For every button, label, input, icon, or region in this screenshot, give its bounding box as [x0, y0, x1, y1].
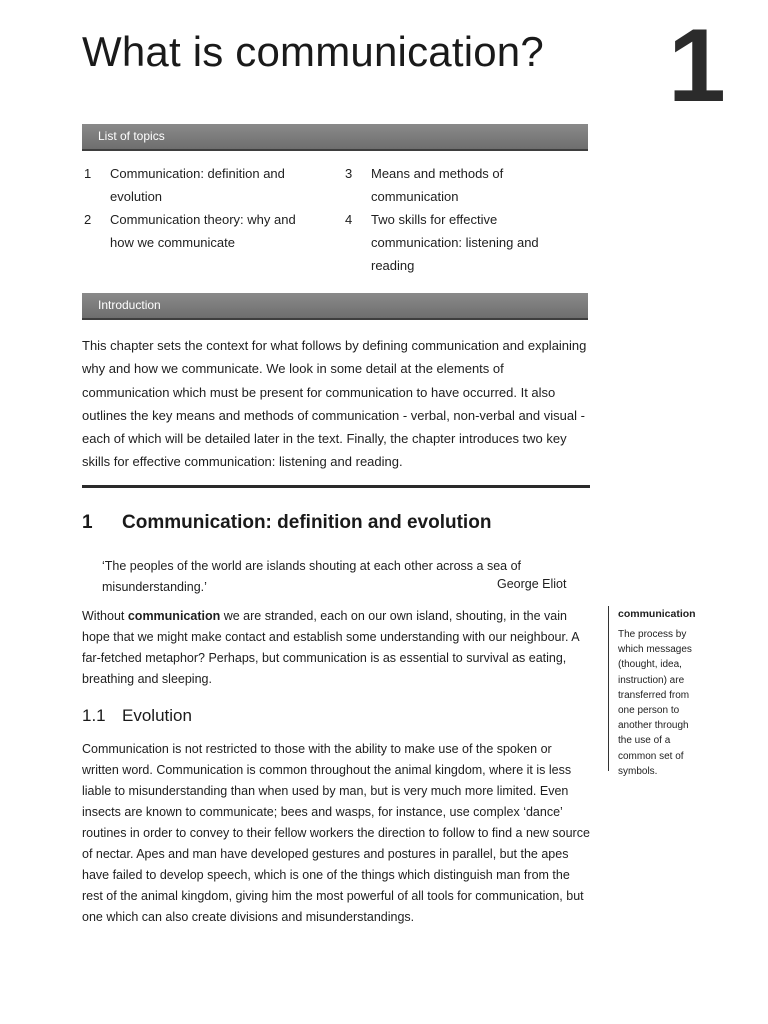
key-term: communication — [127, 609, 221, 623]
topics-heading: List of topics — [98, 129, 165, 143]
section-title: Communication: definition and evolution — [122, 512, 492, 533]
subsection-title: Evolution — [122, 706, 192, 725]
chapter-number: 1 — [668, 8, 726, 124]
body-paragraph: Communication is not restricted to those with the ability to make use of the spoken or written word. Communication is common throughout the animal kingdom, where it is less liable to misunderstanding than when used by man, but is very much more limited. Even insects are known to communicate; bees and wasps, for instance, use complex ‘dance’ routines in order to convey to their fellow workers the direction to follow to find a new source of nectar. Apes and man have developed gestures and postures in parallel, but the apes have failed to develop speech, which is one of the things which distinguish man from the rest of the animal kingdom, giving him the most powerful of all tools for communication, but one which can also create divisions and misunderstandings. — [82, 742, 590, 924]
topics-header-bar — [82, 124, 588, 151]
glossary-definition: The process by which messages (thought, idea, instruction) are transferred from one person to another through the use of a common set of symbols. — [618, 629, 692, 777]
topic-number: 1 — [84, 166, 92, 181]
margin-glossary-note — [608, 606, 700, 777]
topic-text: Means and methods of communication — [371, 166, 504, 204]
topic-number: 4 — [345, 212, 353, 227]
paragraph-lead: Without — [82, 609, 128, 623]
body-paragraph — [82, 606, 590, 690]
glossary-term: communication — [618, 608, 696, 620]
topic-number: 3 — [345, 166, 353, 181]
epigraph-quote: ‘The peoples of the world are islands shouting at each other across a sea of misunderstanding.’ — [102, 559, 522, 594]
topic-text: Communication: definition and evolution — [110, 166, 285, 204]
section-number: 1 — [82, 512, 93, 533]
introduction-text: This chapter sets the context for what follows by defining communication and explaining why and how we communicate. We look in some detail at the elements of communication which must be present for communication to have occurred. It also outlines the key means and methods of communication - verbal, non-verbal and visual - each of which will be detailed later in the text. Finally, the chapter introduces two key skills for effective communication: listening and reading. — [82, 338, 587, 470]
topic-text: Communication theory: why and how we communicate — [110, 212, 296, 250]
paragraph-rest: we are stranded, each on our own island, shouting, in the vain hope that we might make contact and establish some understanding with our neighbour. A far-fetched metaphor? Perhaps, but communication is as essential to survival as eating, breathing and sleeping. — [82, 609, 579, 686]
introduction-header-bar — [82, 293, 588, 320]
chapter-title: What is communication? — [82, 28, 544, 75]
subsection-number: 1.1 — [82, 706, 106, 725]
topic-number: 2 — [84, 212, 92, 227]
introduction-heading: Introduction — [98, 298, 161, 312]
section-divider — [82, 485, 590, 488]
topic-text: Two skills for effective communication: listening and reading — [371, 212, 539, 273]
epigraph-author: George Eliot — [497, 577, 567, 591]
